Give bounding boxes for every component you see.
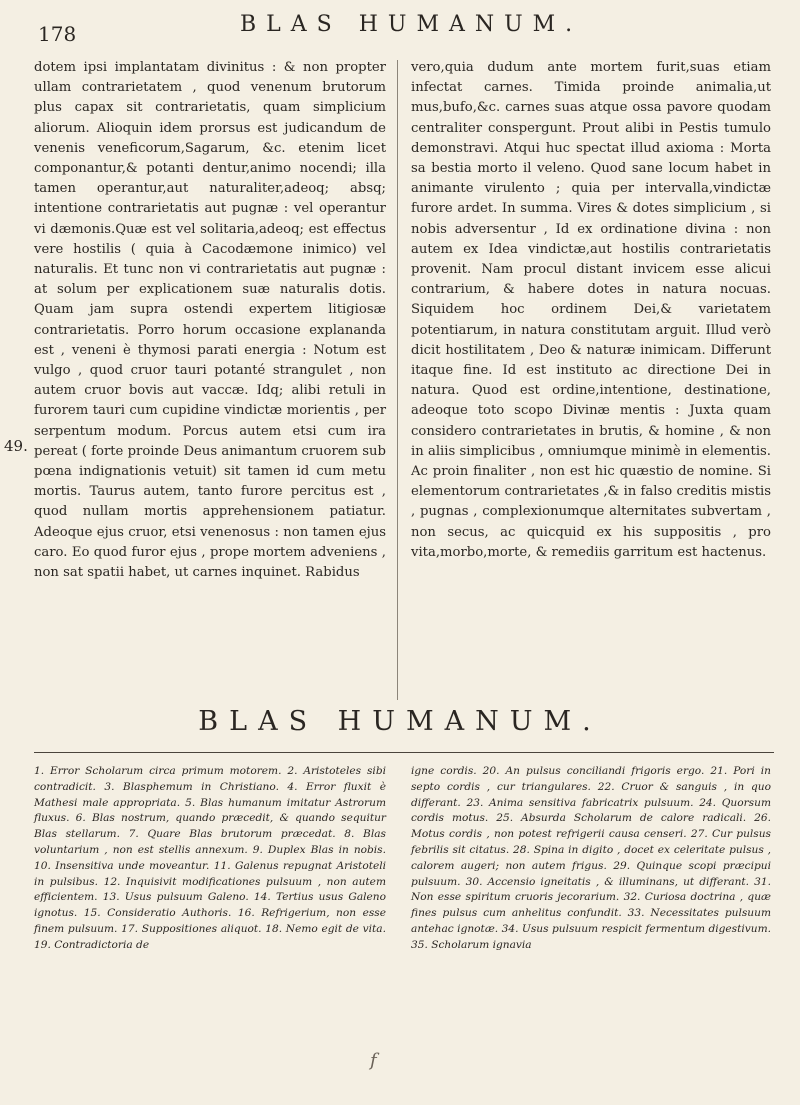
index-right-text: igne cordis. 20. An pulsus conciliandi frigoris ergo. 21. Pori in septo cordis , cur triangulares. 22. Cruor & sanguis , in quo differant. 23. Anima sensitiva fabricatrix pulsuum. 24. Quorsum cordis motus. 25. Absurda Scholarum de calore radicali. 26. Motus cordis , non potest refrigerii causa censeri. 27. Cur pulsus febrilis sit citatus. 28. Spina in digito , docet ex celeritate pulsus , calorem augeri; non autem frigus. 29. Quinque scopi præcipui pulsuum. 30. Accensio igneitatis , & illuminans, ut differant. 31. Non esse spiritum cruoris jecorarium. 32. Curiosa doctrina , quæ fines pulsus cum anhelitus confundit. 33. Necessitates pulsuum antehac ignotæ. 34. Usus pulsuum respicit fermentum digestivum. 35. Scholarum ignavia <box>411 765 771 951</box>
running-head: BLAS HUMANUM. <box>240 12 583 37</box>
left-column <box>34 58 386 583</box>
page-number: 178 <box>38 22 77 46</box>
signature-mark: f <box>370 1050 377 1071</box>
right-column-text: vero,quia dudum ante mortem furit,suas etiam infectat carnes. Timida proinde animalia,ut mus,bufo,&c. carnes suas atque ossa pavore quodam centraliter conspergunt. Prout alibi in Pestis tumulo demonstravi. Atqui huc spectat illud axioma : Morta sa bestia morto il veleno. Quod sane locum habet in animante virulento ; quia per intervalla,vindictæ furore ardet. In summa. Vires & dotes simplicium , si nobis adversentur , Id ex ordinatione divina : non autem ex Idea vindictæ,aut hostilis contrarietatis provenit. Nam procul distant invicem esse alicui contrarium, & habere dotes in natura nocuas. Siquidem hoc ordinem Dei,& varietatem potentiarum, in natura constitutam arguit. Illud verò dicit hostilitatem , Deo & naturæ inimicam. Differunt itaque fine. Id est instituto ac directione Dei in natura. Quod est ordine,intentione, destinatione, adeoque toto scopo Divinæ mentis : Juxta quam considero contrarietates in brutis, & homine , & non in aliis simplicibus , omniumque minimè in elementis. Ac proin finaliter , non est hic quæstio de nomine. Si elementorum contrarietates ,& in falso creditis mistis , pugnas , complexionumque alternitates subvertam , non secus, ac quicquid ex his suppositis , pro vita,morbo,morte, & remediis garritum est hactenus. <box>411 60 771 560</box>
page-header <box>30 8 770 48</box>
index-left-text: 1. Error Scholarum circa primum motorem. 2. Aristoteles sibi contradicit. 3. Blasphemum in Christiano. 4. Error fluxit è Mathesi male appropriata. 5. Blas humanum imitatur Astrorum fluxus. 6. Blas nostrum, quando præcedit, & quando sequitur Blas stellarum. 7. Quare Blas brutorum præcedat. 8. Blas voluntarium , non est stellis annexum. 9. Duplex Blas in nobis. 10. Insensitiva unde moveantur. 11. Galenus repugnat Aristoteli in pulsibus. 12. Inquisivit modificationes pulsuum , non autem efficientem. 13. Usus pulsuum Galeno. 14. Tertius usus Galeno ignotus. 15. Consideratio Authoris. 16. Refrigerium, non esse finem pulsuum. 17. Suppositiones aliquot. 18. Nemo egit de vita. 19. Contradictoria de <box>34 765 386 951</box>
column-divider <box>397 60 398 700</box>
index-right-column <box>411 764 771 954</box>
section-heading: BLAS HUMANUM. <box>198 706 602 737</box>
heading-rule <box>34 752 774 753</box>
right-column <box>411 58 771 563</box>
margin-number: 49. <box>4 437 28 455</box>
left-column-text: dotem ipsi implantatam divinitus : & non propter ullam contrarietatem , quod venenum brutorum plus capax sit contrarietatis, quam simplicium aliorum. Alioquin idem prorsus est judicandum de venenis veneficorum,Sagarum, &c. etenim licet componantur,& potanti dentur,animo nocendi; illa tamen operantur,aut naturaliter,adeoq; absq; intentione contrarietatis aut pugnæ : vel operantur vi dæmonis.Quæ est vel solitaria,adeoq; est effectus vere hostilis ( quia à Cacodæmone inimico) vel naturalis. Et tunc non vi contrarietatis aut pugnæ : at solum per explicationem suæ naturalis dotis. Quam jam supra ostendi expertem litigiosæ contrarietatis. Porro horum occasione explananda est , veneni è thymosi parati energia : Notum est vulgo , quod cruor tauri potanté strangulet , non autem cruor bovis aut vaccæ. Idq; alibi retuli in furorem tauri cum cupidine vindictæ morientis , per serpentum modum. Porcus autem etsi cum ira pereat ( forte proinde Deus animantum cruorem sub pœna indignationis vetuit) sit tamen id cum metu mortis. Taurus autem, tanto furore percitus est , quod nullam mortis apprehensionem patiatur. Adeoque ejus cruor, etsi venenosus : non tamen ejus caro. Eo quod furor ejus , prope mortem adveniens , non sat spatii habet, ut carnes inquinet. Rabidus <box>34 60 386 581</box>
index-left-column <box>34 764 386 954</box>
